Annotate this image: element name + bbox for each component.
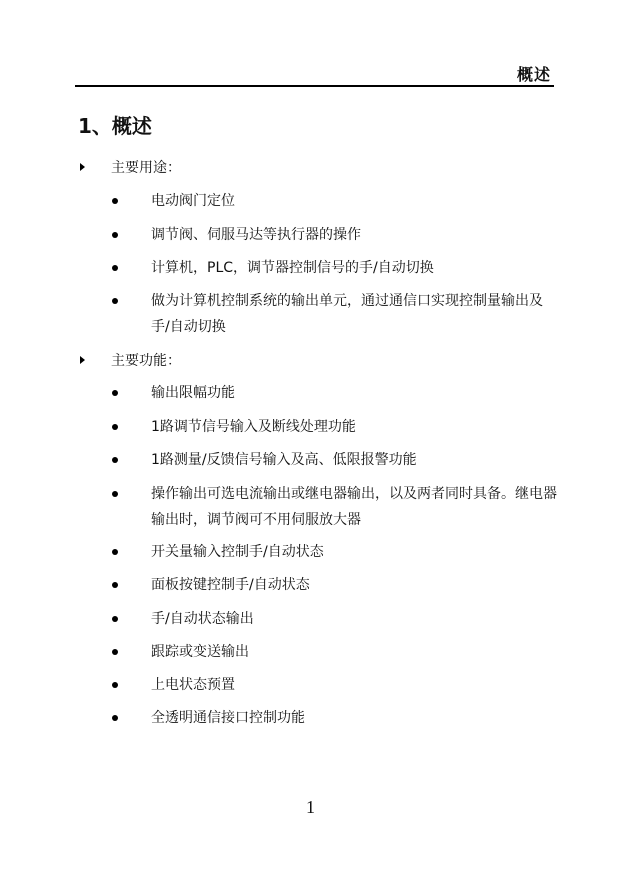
group-heading-label: 主要功能： <box>111 353 181 369</box>
bullet-icon <box>112 649 118 655</box>
list-item <box>112 705 557 731</box>
list-item <box>112 380 557 406</box>
header-title: 概述 <box>516 65 551 84</box>
list-item <box>112 481 557 533</box>
bullet-icon <box>112 198 118 204</box>
bullet-icon <box>112 491 118 497</box>
list-item-text: 手/自动状态输出 <box>151 611 254 627</box>
bullet-icon <box>112 682 118 688</box>
bullet-icon <box>112 232 118 238</box>
list-item-text: 做为计算机控制系统的输出单元，通过通信口实现控制量输出及手/自动切换 <box>151 293 543 335</box>
bullet-icon <box>112 549 118 555</box>
header-rule <box>75 85 554 87</box>
list-item-text: 跟踪或变送输出 <box>151 644 249 660</box>
bullet-icon <box>112 582 118 588</box>
list-item <box>112 188 557 214</box>
section-title: 1、概述 <box>78 114 152 138</box>
list-item-text: 全透明通信接口控制功能 <box>151 710 305 726</box>
list-item-text: 调节阀、伺服马达等执行器的操作 <box>151 227 361 243</box>
list-item-text: 1路调节信号输入及断线处理功能 <box>151 419 356 435</box>
bullet-icon <box>112 424 118 430</box>
list-item <box>112 288 557 340</box>
page-number: 1 <box>306 797 315 817</box>
bullet-icon <box>112 715 118 721</box>
list-item-text: 计算机，PLC，调节器控制信号的手/自动切换 <box>151 260 434 276</box>
group-heading-label: 主要用途： <box>111 160 181 176</box>
bullet-icon <box>112 616 118 622</box>
list-item <box>112 447 557 473</box>
list-item <box>112 222 557 248</box>
triangle-bullet-icon <box>80 163 85 171</box>
group-heading-uses <box>80 158 181 178</box>
list-item-text: 面板按键控制手/自动状态 <box>151 577 310 593</box>
group-heading-functions <box>80 351 181 371</box>
list-item <box>112 414 557 440</box>
list-item-text: 操作输出可选电流输出或继电器输出，以及两者同时具备。继电器输出时，调节阀可不用伺服放大器 <box>151 486 557 528</box>
bullet-icon <box>112 298 118 304</box>
list-item-text: 电动阀门定位 <box>151 193 235 209</box>
list-item <box>112 639 557 665</box>
list-item <box>112 572 557 598</box>
list-item <box>112 255 557 281</box>
list-item-text: 开关量输入控制手/自动状态 <box>151 544 324 560</box>
list-item <box>112 606 557 632</box>
list-item-text: 上电状态预置 <box>151 677 235 693</box>
list-item <box>112 539 557 565</box>
bullet-icon <box>112 265 118 271</box>
bullet-icon <box>112 390 118 396</box>
list-item-text: 输出限幅功能 <box>151 385 235 401</box>
list-item <box>112 672 557 698</box>
triangle-bullet-icon <box>80 356 85 364</box>
bullet-icon <box>112 457 118 463</box>
list-item-text: 1路测量/反馈信号输入及高、低限报警功能 <box>151 452 417 468</box>
